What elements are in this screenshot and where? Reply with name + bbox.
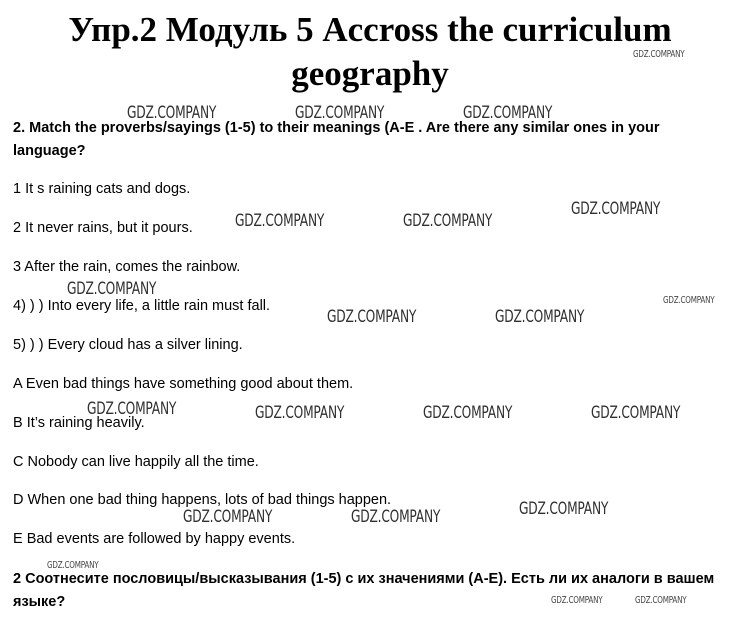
watermark: GDZ.COMPANY (663, 295, 715, 306)
watermark: GDZ.COMPANY (127, 103, 217, 123)
meaning-b: B It’s raining heavily. (13, 415, 145, 431)
proverb-1: 1 It s raining cats and dogs. (13, 181, 191, 197)
meaning-c: C Nobody can live happily all the time. (13, 454, 259, 470)
watermark: GDZ.COMPANY (351, 507, 441, 527)
proverb-2: 2 It never rains, but it pours. (13, 220, 193, 236)
watermark: GDZ.COMPANY (235, 211, 325, 231)
watermark: GDZ.COMPANY (183, 507, 273, 527)
watermark: GDZ.COMPANY (255, 403, 345, 423)
watermark: GDZ.COMPANY (295, 103, 385, 123)
watermark: GDZ.COMPANY (495, 307, 585, 327)
task-english-line-1: 2. Match the proverbs/sayings (1-5) to their meanings (A-E . Are there any similar ones in your (13, 120, 660, 136)
watermark: GDZ.COMPANY (423, 403, 513, 423)
watermark: GDZ.COMPANY (635, 595, 687, 606)
watermark: GDZ.COMPANY (327, 307, 417, 327)
proverb-3: 3 After the rain, comes the rainbow. (13, 259, 241, 275)
watermark: GDZ.COMPANY (403, 211, 493, 231)
watermark: GDZ.COMPANY (571, 199, 661, 219)
meaning-a: A Even bad things have something good about them. (13, 376, 354, 392)
exercise-title-line-2: geography (291, 54, 449, 93)
task-russian-line-1: 2 Соотнесите пословицы/высказывания (1-5) с их значениями (А-Е). Есть ли их аналоги в вашем (13, 571, 715, 587)
task-russian-line-2: языке? (13, 594, 66, 610)
watermark: GDZ.COMPANY (463, 103, 553, 123)
watermark: GDZ.COMPANY (591, 403, 681, 423)
watermark: GDZ.COMPANY (67, 279, 157, 299)
exercise-title-line-1: Упр.2 Модуль 5 Accross the curriculum (68, 10, 672, 49)
watermark: GDZ.COMPANY (519, 499, 609, 519)
watermark: GDZ.COMPANY (633, 49, 685, 60)
meaning-e: E Bad events are followed by happy events. (13, 531, 296, 547)
proverb-5: 5) ) ) Every cloud has a silver lining. (13, 337, 243, 353)
watermark: GDZ.COMPANY (87, 399, 177, 419)
watermark: GDZ.COMPANY (551, 595, 603, 606)
task-english-line-2: language? (13, 143, 86, 159)
proverb-4: 4) ) ) Into every life, a little rain must fall. (13, 298, 271, 314)
watermark: GDZ.COMPANY (47, 560, 99, 571)
exercise-title (0, 8, 740, 96)
meaning-d: D When one bad thing happens, lots of bad things happen. (13, 492, 392, 508)
